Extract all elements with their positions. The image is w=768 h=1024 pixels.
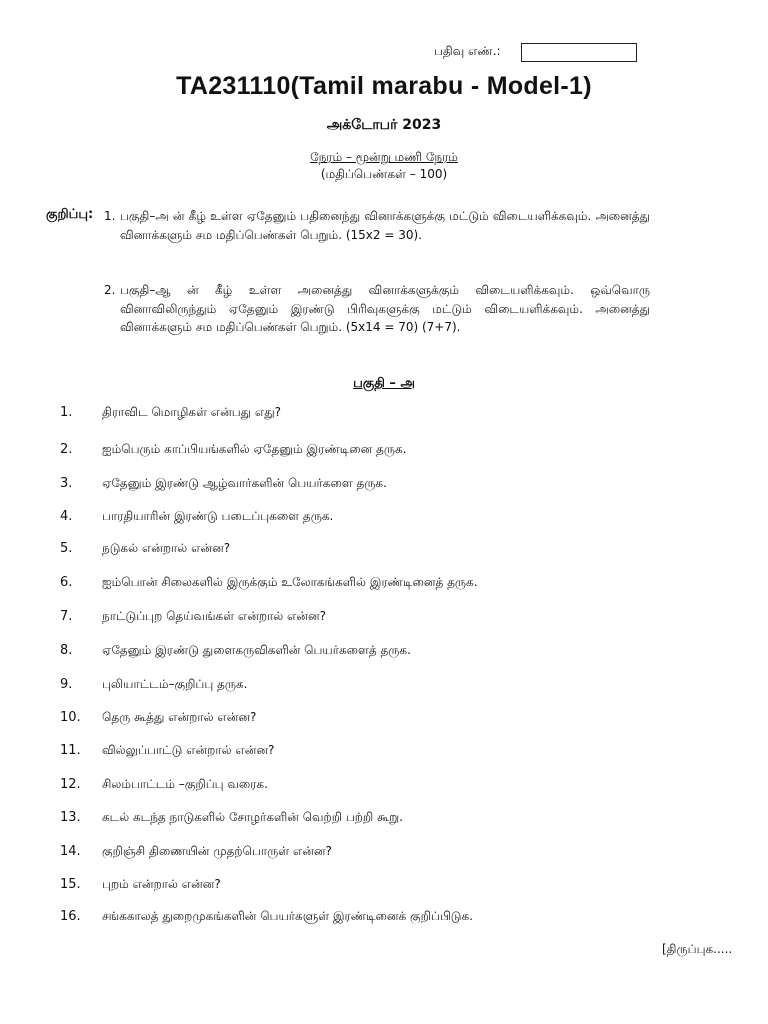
section-title: பகுதி – அ [353,376,415,391]
exam-duration: நேரம் – மூன்று மணி நேரம் [310,150,458,164]
question-number: 12. [60,777,81,792]
paper-title: TA231110(Tamil marabu - Model-1) [176,72,592,100]
question-number: 3. [60,476,73,491]
instruction-number: 1. [104,209,116,223]
question-text: ஏதேனும் இரண்டு ஆழ்வார்களின் பெயர்களை தருக. [102,476,387,490]
question-text: திராவிட மொழிகள் என்பது எது? [102,405,282,419]
instruction-item [104,281,650,337]
question-number: 5. [60,541,73,556]
instruction-number: 2. [104,283,116,297]
question-number: 13. [60,810,81,825]
question-item [60,541,680,561]
question-text: ஐம்பெரும் காப்பியங்களில் ஏதேனும் இரண்டினை தருக. [102,442,407,456]
question-item [60,777,680,797]
question-item [60,844,680,864]
question-text: நாட்டுப்புற தெய்வங்கள் என்றால் என்ன? [102,609,327,623]
question-item [60,575,680,595]
question-item [60,909,680,929]
question-number: 8. [60,643,73,658]
question-text: புறம் என்றால் என்ன? [102,877,221,891]
question-item [60,743,680,763]
instruction-item [104,207,650,244]
register-number-label: பதிவு எண்.: [434,44,501,58]
question-number: 2. [60,442,73,457]
question-text: சங்ககாலத் துறைமுகங்களின் பெயர்களுள் இரண்டினைக் குறிப்பிடுக. [102,909,473,923]
question-item [60,405,680,425]
question-text: வில்லுப்பாட்டு என்றால் என்ன? [102,743,275,757]
question-text: குறிஞ்சி திணையின் முதற்பொருள் என்ன? [102,844,332,858]
question-number: 10. [60,710,81,725]
question-number: 14. [60,844,81,859]
question-item [60,877,680,897]
question-text: தெரு கூத்து என்றால் என்ன? [102,710,257,724]
question-text: புலியாட்டம்–குறிப்பு தருக. [102,677,248,691]
turn-over-note: [திருப்புக..... [662,942,733,956]
question-item [60,810,680,830]
question-item [60,643,680,663]
question-text: கடல் கடந்த நாடுகளில் சோழர்களின் வெற்றி பற்றி கூறு. [102,810,403,824]
question-text: ஏதேனும் இரண்டு துளைகருவிகளின் பெயர்களைத் தருக. [102,643,411,657]
question-number: 4. [60,509,73,524]
question-item [60,476,680,496]
question-number: 11. [60,743,81,758]
instruction-text: பகுதி–ஆ ன் கீழ் உள்ள அனைத்து வினாக்களுக்கும் விடையளிக்கவும். ஒவ்வொரு வினாவிலிருந்தும் ஏதேனும் இரண்டு பிரிவுகளுக்கு மட்டும் விடையளிக்கவும். அனைத்து வினாக்களும் சம மதிப்பெண்கள் பெறும். (5x14 = 70) (7+7). [120,283,650,334]
register-number-box [521,43,637,62]
question-text: ஐம்பொன் சிலைகளில் இருக்கும் உலோகங்களில் இரண்டினைத் தருக. [102,575,478,589]
question-number: 1. [60,405,73,420]
exam-month-year: அக்டோபர் 2023 [326,117,442,133]
question-item [60,677,680,697]
question-number: 16. [60,909,81,924]
question-item [60,442,680,462]
question-number: 9. [60,677,73,692]
question-number: 6. [60,575,73,590]
question-number: 7. [60,609,73,624]
instruction-text: பகுதி–அ ன் கீழ் உள்ள ஏதேனும் பதினைந்து வினாக்களுக்கு மட்டும் விடையளிக்கவும். அனைத்து வினாக்களும் சம மதிப்பெண்கள் பெறும். (15x2 = 30). [120,209,650,242]
question-number: 15. [60,877,81,892]
note-label: குறிப்பு: [46,207,94,222]
question-item [60,609,680,629]
question-text: நடுகல் என்றால் என்ன? [102,541,231,555]
question-item [60,509,680,529]
question-text: சிலம்பாட்டம் –குறிப்பு வரைக. [102,777,268,791]
max-marks: (மதிப்பெண்கள் – 100) [320,167,448,181]
question-text: பாரதியாரின் இரண்டு படைப்புகளை தருக. [102,509,334,523]
question-item [60,710,680,730]
